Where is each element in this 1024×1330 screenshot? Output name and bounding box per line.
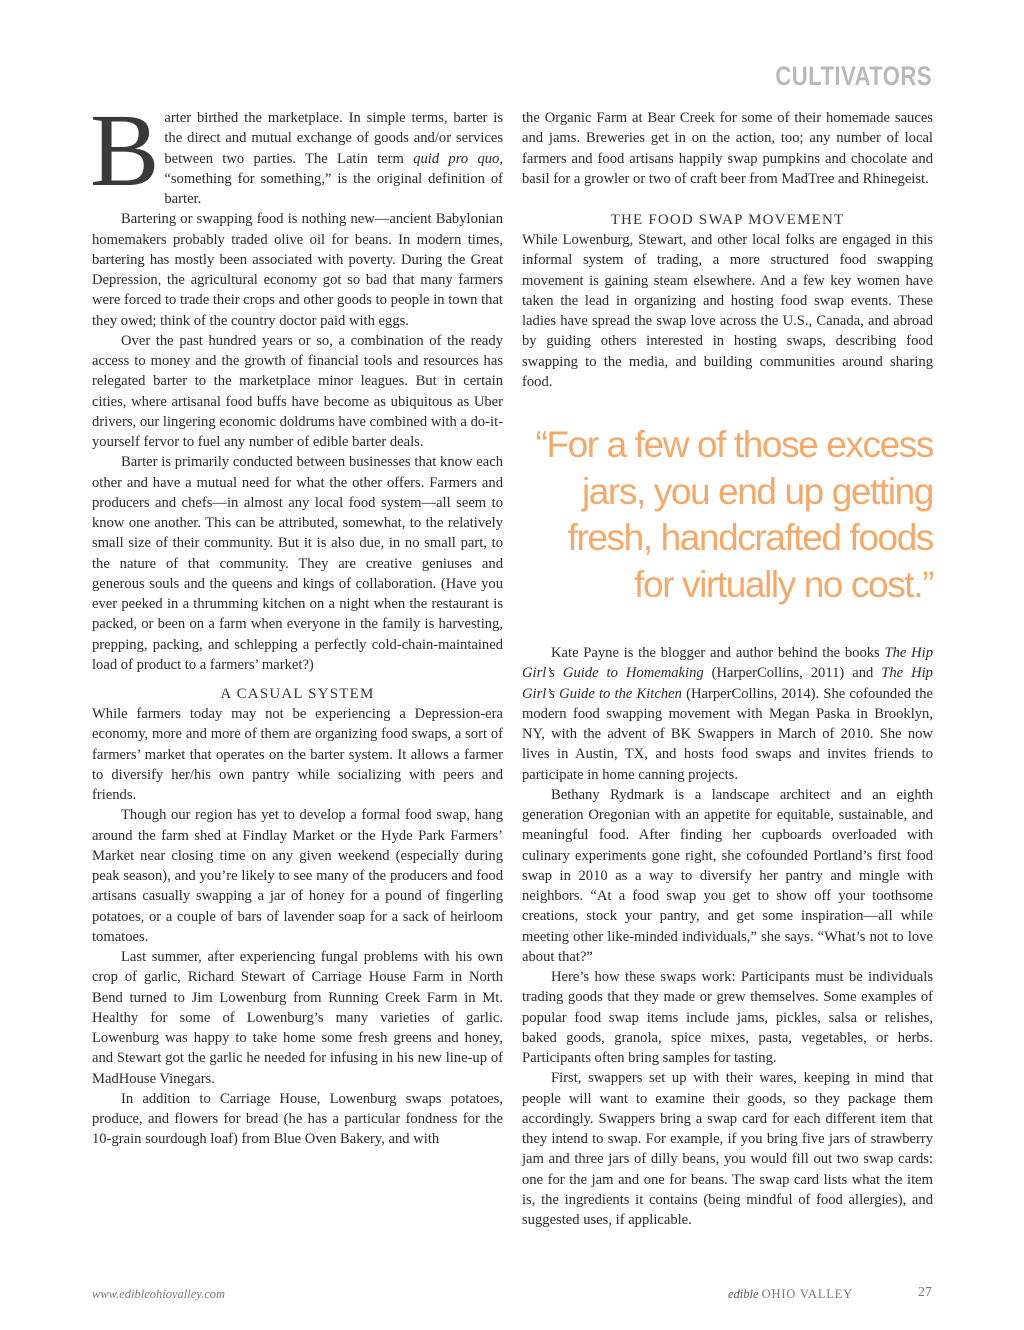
left-column xyxy=(90,93,503,1150)
footer-website-url: www.edibleohiovalley.com xyxy=(92,1287,226,1301)
book-title: The Hip Girl’s Guide to the Kitchen xyxy=(522,665,933,702)
page-number: 27 xyxy=(918,1285,932,1300)
footer-publication xyxy=(728,1287,853,1302)
intro-latin-term: quid pro quo xyxy=(413,150,500,167)
body-paragraph: Last summer, after experiencing fungal problems with his own crop of garlic, Richard Stewart of Carriage House Farm in North Bend turned to Jim Lowenburg from Running Creek Farm in Mt. Healthy for some of Lowenburg’s many varieties of garlic. Lowenburg was happy to take home some fresh greens and honey, and Stewart got the garlic he needed for infusing in his new line-up of MadHouse Vinegars. xyxy=(92,949,503,1087)
body-paragraph: Here’s how these swaps work: Participants must be individuals trading goods that they made or grew themselves. Some examples of popular food swap items include jams, pickles, salsa or relishes, baked goods, granola, spice mixes, pasta, vegetables, or herbs. Participants often bring samples for tasting. xyxy=(522,969,933,1066)
subhead-casual-system: A CASUAL SYSTEM xyxy=(220,686,375,702)
body-paragraph: While Lowenburg, Stewart, and other local folks are engaged in this informal system of trading, a more structured food swapping movement is gaining steam elsewhere. And a few key women have taken the lead in organizing and hosting food swap events. These ladies have spread the swap love across the U.S., Canada, and abroad by guiding others interested in hosting swaps, describing food swapping to the media, and building communities around sharing food. xyxy=(522,232,933,390)
body-paragraph: Barter is primarily conducted between businesses that know each other and have a mutual need for what the other offers. Farmers and producers and chefs—in almost any local food system—all seem to know one another. This can be attributed, somewhat, to the relatively small size of their community. But it is also due, in no small part, to the nature of that community. They are creative geniuses and generous souls and the queens and kings of collaboration. (Have you ever peeked in a thrumming kitchen on a night when the restaurant is packed, or been on a farm when everyone in the family is harvesting, prepping, packing, and schlepping a perfectly cold-chain-maintained load of product to a farmers’ market?) xyxy=(92,454,503,673)
section-tag: CULTIVATORS xyxy=(775,61,932,91)
footer-pub-name: OHIO VALLEY xyxy=(761,1287,853,1301)
kate-text: Kate Payne is the blogger and author behind the books xyxy=(551,645,885,661)
kate-text: (HarperCollins, 2014). She cofounded the modern food swapping movement with Megan Paska in Brooklyn, NY, with the advent of BK Swappers in March of 2010. She now lives in Austin, TX, and hosts food swaps and invites friends to participate in home canning projects. xyxy=(522,685,933,783)
intro-text-end: , “something for something,” is the original definition of barter. xyxy=(164,150,503,207)
intro-paragraph xyxy=(90,93,503,209)
body-paragraph: Though our region has yet to develop a formal food swap, hang around the farm shed at Findlay Market or the Hyde Park Farmers’ Market near closing time on any given weekend (especially during peak season), and you’re likely to see many of the producers and food artisans casually swapping a jar of honey for a pound of fingerling potatoes, or a couple of bars of lavender soap for a sack of heirloom tomatoes. xyxy=(92,807,503,945)
pull-quote: “For a few of those excess jars, you end up getting fresh, handcrafted foods for virtually no cost.” xyxy=(535,424,933,605)
body-paragraph-kate-payne xyxy=(522,643,933,785)
body-paragraph: In addition to Carriage House, Lowenburg swaps potatoes, produce, and flowers for bread (he has a particular fondness for the 10-grain sourdough loaf) from Blue Oven Bakery, and with xyxy=(92,1090,503,1148)
body-paragraph: First, swappers set up with their wares, keeping in mind that people will want to examine their goods, so they package them accordingly. Swappers bring a swap card for each different item that they intend to swap. For example, if you bring five jars of strawberry jam and three jars of dilly beans, you would fill out two swap cards: one for the jam and one for beans. The swap card lists what the item is, the ingredients it contains (being mindful of food allergies), and suggested uses, if applicable. xyxy=(522,1070,933,1228)
drop-cap: B xyxy=(90,93,160,208)
body-paragraph: While farmers today may not be experiencing a Depression-era economy, more and more of them are organizing food swaps, a sort of farmers’ market that operates on the barter system. It allows a farmer to diversify her/his own pantry while socializing with peers and friends. xyxy=(92,706,503,803)
body-paragraph: Bethany Rydmark is a landscape architect and an eighth generation Oregonian with an appetite for equitable, sustainable, and meaningful food. After finding her cupboards overloaded with culinary experiments gone right, she cofounded Portland’s first food swap in 2010 as a way to diversify her pantry and mingle with neighbors. “At a food swap you get to show off your toothsome creations, stock your pantry, and get some inspiration—all while meeting other like-minded individuals,” she says. “What’s not to love about that?” xyxy=(522,786,933,965)
kate-text: (HarperCollins, 2011) and xyxy=(703,665,882,682)
body-paragraph: Bartering or swapping food is nothing new—ancient Babylonian homemakers probably traded olive oil for beans. In modern times, bartering has mostly been associated with poverty. During the Great Depression, the agricultural economy got so bad that many farmers were forced to trade their crops and other goods to people in town that they owed; think of the country doctor paid with eggs. xyxy=(92,211,503,329)
body-paragraph: Over the past hundred years or so, a combination of the ready access to money and the growth of financial tools and resources has relegated barter to the marketplace minor leagues. But in certain cities, where artisanal food buffs have become as ubiquitous as Uber drivers, our lingering economic doldrums have combined with a do-it-yourself fervor to fuel any number of edible barter deals. xyxy=(92,332,503,450)
body-paragraph: the Organic Farm at Bear Creek for some of their homemade sauces and jams. Breweries get in on the action, too; any number of local farmers and food artisans happily swap pumpkins and chocolate and basil for a growler or two of craft beer from MadTree and Rhinegeist. xyxy=(522,110,933,187)
right-column xyxy=(522,108,933,1230)
intro-text: arter birthed the marketplace. In simple terms, barter is the direct and mutual exchange of goods and/or services between two parties. The Latin term xyxy=(164,110,503,167)
book-title: The Hip Girl’s Guide to Homemaking xyxy=(522,645,934,682)
subhead-food-swap-movement: THE FOOD SWAP MOVEMENT xyxy=(610,212,845,228)
footer-pub-edible: edible xyxy=(728,1287,759,1301)
